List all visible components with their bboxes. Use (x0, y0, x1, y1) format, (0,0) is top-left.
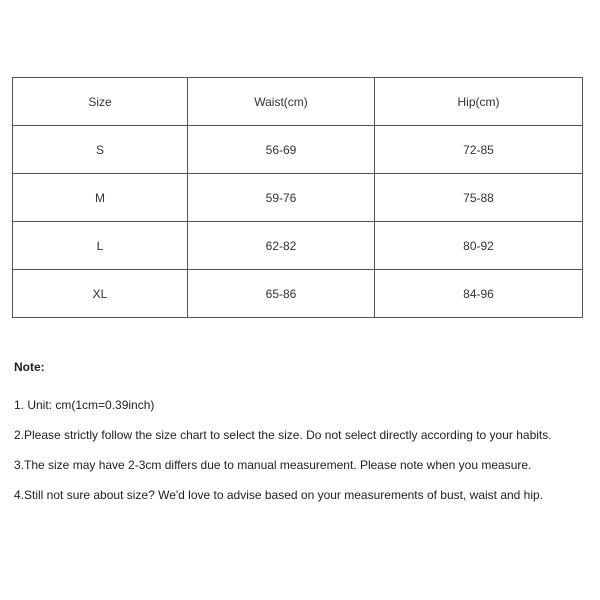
waist-cell: 62-82 (188, 222, 375, 270)
header-waist: Waist(cm) (188, 78, 375, 126)
note-item-advice: 4.Still not sure about size? We'd love to advise based on your measurements of bust, waist and hip. (14, 488, 544, 502)
note-item-measurement-difference: 3.The size may have 2-3cm differs due to manual measurement. Please note when you measure. (14, 458, 532, 472)
table-row (13, 126, 583, 174)
size-cell: XL (13, 270, 188, 318)
note-item-follow-chart: 2.Please strictly follow the size chart to select the size. Do not select directly according to your habits. (14, 428, 552, 442)
table-row (13, 174, 583, 222)
size-cell: S (13, 126, 188, 174)
table-row (13, 222, 583, 270)
waist-cell: 56-69 (188, 126, 375, 174)
hip-cell: 72-85 (375, 126, 583, 174)
note-heading: Note: (14, 360, 45, 374)
size-chart-table (12, 77, 583, 318)
table-row (13, 270, 583, 318)
hip-cell: 84-96 (375, 270, 583, 318)
header-size: Size (13, 78, 188, 126)
size-cell: M (13, 174, 188, 222)
waist-cell: 59-76 (188, 174, 375, 222)
waist-cell: 65-86 (188, 270, 375, 318)
hip-cell: 75-88 (375, 174, 583, 222)
table-header-row (13, 78, 583, 126)
size-cell: L (13, 222, 188, 270)
header-hip: Hip(cm) (375, 78, 583, 126)
note-item-unit: 1. Unit: cm(1cm=0.39inch) (14, 398, 155, 412)
hip-cell: 80-92 (375, 222, 583, 270)
